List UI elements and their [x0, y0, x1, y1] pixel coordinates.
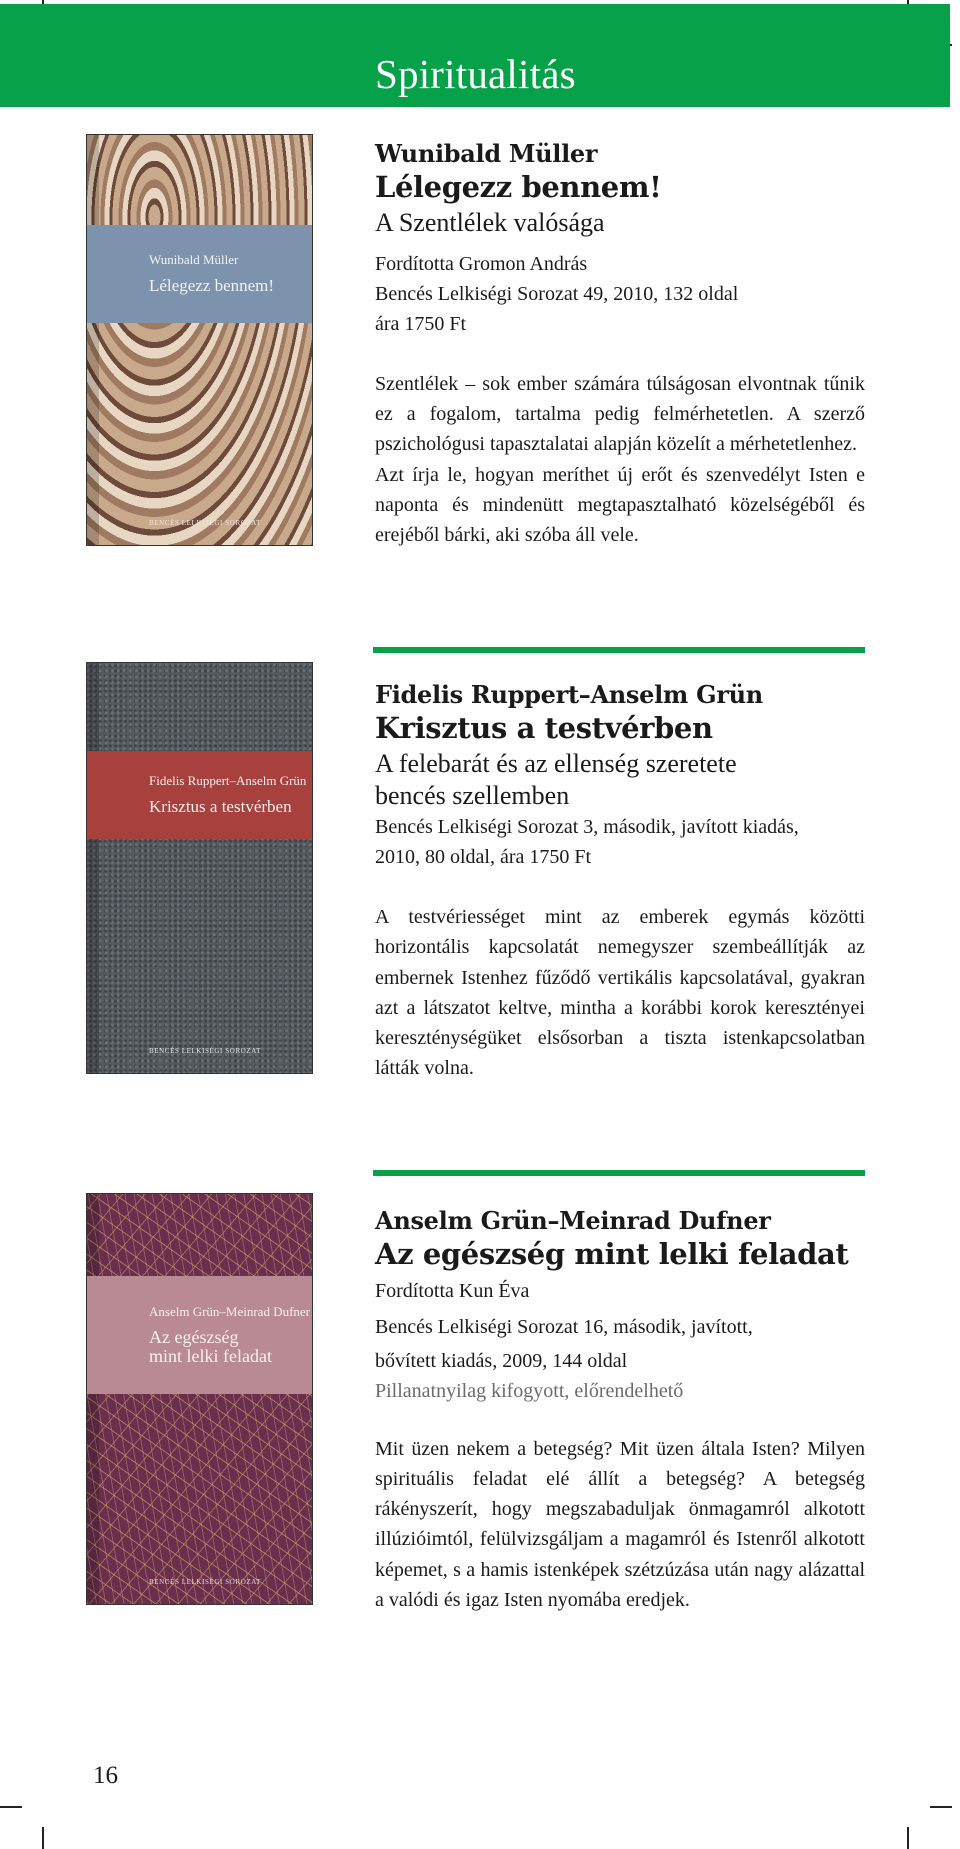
- book-cover-image: [86, 1193, 313, 1605]
- cover-title-band: [87, 1276, 312, 1394]
- section-divider: [373, 647, 865, 653]
- cover-author: Anselm Grün–Meinrad Dufner: [149, 1304, 311, 1320]
- crop-mark: [930, 1806, 952, 1808]
- book-title: Lélegezz bennem!: [375, 170, 662, 204]
- book-publication: 2010, 80 oldal, ára 1750 Ft: [375, 846, 592, 869]
- book-entry: [375, 139, 865, 550]
- cover-series: BENCÉS LELKISÉGI SOROZAT: [149, 1578, 262, 1586]
- cover-title: Lélegezz bennem!: [149, 276, 275, 295]
- cover-spine: [87, 1194, 99, 1604]
- book-subtitle: A felebarát és az ellenség szeretete: [375, 748, 737, 778]
- section-title: Spiritualitás: [375, 51, 576, 97]
- book-description: Azt írja le, hogyan meríthet új erőt és szenvedélyt Isten e naponta és mindenütt megtapasztalható közelségéből és erejéből bárki, aki szóba áll vele.: [375, 463, 865, 546]
- cover-spine: [87, 663, 99, 1073]
- book-description: Szentlélek – sok ember számára túlságosan elvontnak tűnik ez a fogalom, tartalma pedig felmérhetetlen. A szerző pszichológusi tapasztalatai alapján közelít a mérhetetlenhez.: [375, 373, 865, 456]
- book-availability: Pillanatnyilag kifogyott, előrendelhető: [375, 1379, 684, 1402]
- crop-mark: [907, 1827, 909, 1849]
- book-title: Krisztus a testvérben: [375, 711, 713, 745]
- book-subtitle: bencés szellemben: [375, 781, 570, 811]
- cover-series: BENCÉS LELKISÉGI SOROZAT: [149, 1047, 262, 1055]
- cover-title-band: [87, 225, 312, 323]
- book-cover-image: [86, 662, 313, 1074]
- book-publication: bővített kiadás, 2009, 144 oldal: [375, 1349, 628, 1372]
- book-cover-image: [86, 134, 313, 546]
- book-translator: Fordította Kun Éva: [375, 1279, 530, 1302]
- book-publication: Bencés Lelkiségi Sorozat 16, második, javított,: [375, 1315, 753, 1338]
- book-title: Az egészség mint lelki feladat: [375, 1237, 849, 1271]
- book-author: Wunibald Müller: [375, 139, 598, 168]
- cover-title: Az egészség: [149, 1327, 239, 1348]
- book-description: A testvériességet mint az emberek egymás közötti horizontális kapcsolatát nemegyszer szembeállítják az embernek Istenhez fűződő vertikális kapcsolatával, gyakran azt a látszatot keltve, mintha a korábbi korok keresztényei kereszténységüket elsősorban a tiszta istenkapcsolatban látták volna.: [375, 906, 865, 1080]
- cover-title: Krisztus a testvérben: [149, 797, 292, 816]
- book-author: Anselm Grün–Meinrad Dufner: [375, 1206, 771, 1235]
- section-divider: [373, 1170, 865, 1176]
- cover-author: Wunibald Müller: [149, 252, 239, 267]
- book-subtitle: A Szentlélek valósága: [375, 207, 605, 237]
- crop-mark: [0, 1806, 22, 1808]
- book-translator: Fordította Gromon András: [375, 253, 588, 276]
- book-price: ára 1750 Ft: [375, 313, 467, 336]
- cover-author: Fidelis Ruppert–Anselm Grün: [149, 773, 307, 788]
- page-number: 16: [93, 1762, 118, 1789]
- cover-title-band: [87, 751, 312, 839]
- book-entry: [375, 1206, 865, 1615]
- cover-title: mint lelki feladat: [149, 1346, 272, 1366]
- cover-series: BENCÉS LELKISÉGI SOROZAT: [149, 519, 262, 527]
- book-description: Mit üzen nekem a betegség? Mit üzen általa Isten? Milyen spirituális feladat elé állít a betegség? A betegség rákényszerít, hogy megszabaduljak önmagamról alkotott illúzióimtól, felülvizsgáljam a magamról és Istenről alkotott képemet, s a hamis istenképek szétzúzása után nagy alázattal a valódi és igaz Isten nyomába eredjek.: [375, 1437, 865, 1611]
- cover-spine: [87, 135, 99, 545]
- crop-mark: [42, 1827, 44, 1849]
- book-author: Fidelis Ruppert–Anselm Grün: [375, 680, 763, 709]
- book-publication: Bencés Lelkiségi Sorozat 3, második, javított kiadás,: [375, 816, 799, 839]
- book-publication: Bencés Lelkiségi Sorozat 49, 2010, 132 oldal: [375, 283, 739, 306]
- book-entry: [375, 680, 865, 1083]
